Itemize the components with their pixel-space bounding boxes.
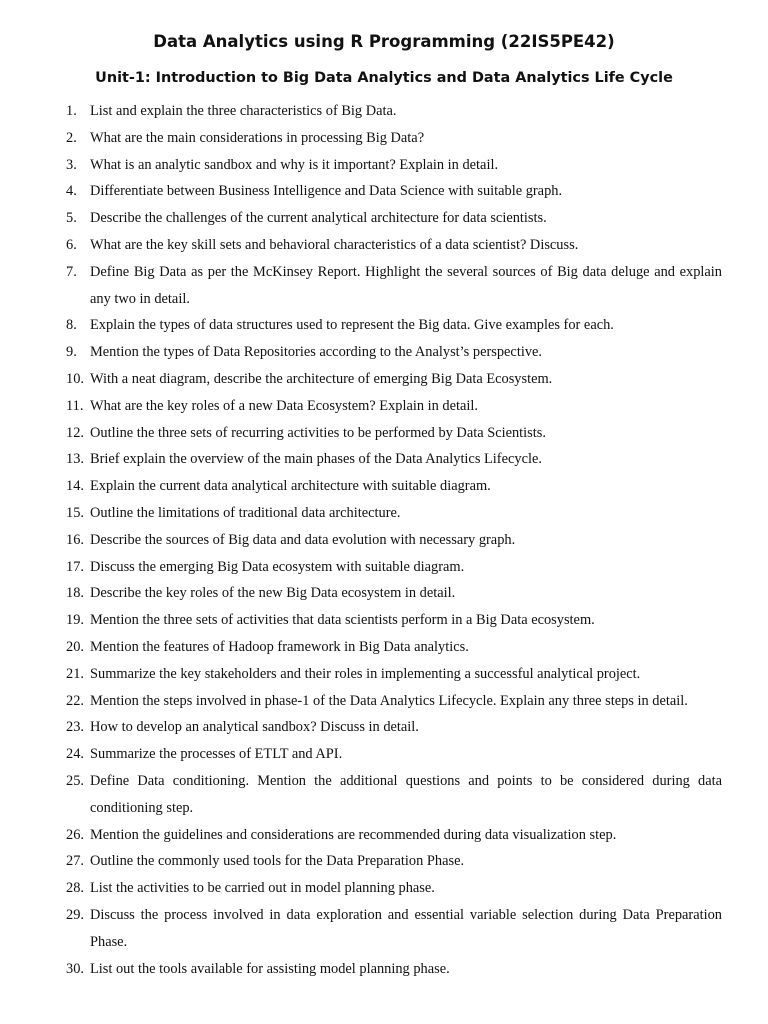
question-text: Differentiate between Business Intelligence and Data Science with suitable graph. [90,183,563,200]
question-number: 30. [66,960,84,977]
question-text: What are the key roles of a new Data Ecosystem? Explain in detail. [90,397,478,414]
unit-title: Unit-1: Introduction to Big Data Analytics and Data Analytics Life Cycle [95,70,673,86]
question-text: Outline the limitations of traditional data architecture. [90,504,401,521]
question-text: Outline the three sets of recurring activities to be performed by Data Scientists. [90,424,546,441]
question-number: 16. [66,531,84,548]
question-item [66,741,722,768]
question-text: Describe the key roles of the new Big Data ecosystem in detail. [90,585,456,602]
question-item [66,848,722,875]
question-item [66,366,722,393]
question-text: What are the main considerations in processing Big Data? [90,129,425,146]
question-number: 1. [66,103,77,119]
question-number: 4. [66,183,77,200]
question-number: 3. [66,156,77,173]
question-item [66,125,722,152]
question-item [66,259,722,313]
document-title: Data Analytics using R Programming (22IS5PE42) [153,32,615,51]
question-number: 22. [66,692,84,709]
question-item [66,607,722,634]
question-text: Summarize the processes of ETLT and API. [90,746,343,763]
question-item [66,420,722,447]
question-number: 21. [66,665,84,682]
question-item [66,661,722,688]
question-number: 13. [66,451,84,468]
question-item [66,500,722,527]
question-item [66,768,722,822]
question-text: Mention the three sets of activities that data scientists perform in a Big Data ecosystem. [90,612,595,629]
question-item [66,688,722,715]
question-item [66,393,722,420]
question-number: 5. [66,210,77,227]
question-number: 9. [66,344,77,361]
question-number: 26. [66,826,84,843]
question-item [66,714,722,741]
question-item [66,875,722,902]
question-number: 14. [66,478,84,495]
question-item [66,339,722,366]
question-number: 20. [66,638,84,655]
question-number: 19. [66,612,84,629]
question-text: Describe the challenges of the current analytical architecture for data scientists. [90,210,547,227]
question-text: Mention the features of Hadoop framework in Big Data analytics. [90,638,469,655]
question-text: Define Big Data as per the McKinsey Report. Highlight the several sources of Big data deluge and explain any two in detail. [90,263,722,307]
question-item [66,554,722,581]
question-text: Brief explain the overview of the main phases of the Data Analytics Lifecycle. [90,451,542,468]
question-item [66,956,722,983]
question-text: What is an analytic sandbox and why is it important? Explain in detail. [90,156,499,173]
question-number: 23. [66,719,84,736]
question-text: What are the key skill sets and behavioral characteristics of a data scientist? Discuss. [90,236,579,253]
question-number: 2. [66,129,77,146]
question-number: 27. [66,853,84,870]
question-number: 24. [66,746,84,763]
question-text: List and explain the three characteristics of Big Data. [90,103,397,119]
question-number: 6. [66,236,77,253]
question-number: 25. [66,772,84,789]
question-text: Discuss the process involved in data exploration and essential variable selection during Data Preparation Phase. [90,906,722,950]
question-item [66,822,722,849]
question-text: Mention the types of Data Repositories according to the Analyst’s perspective. [90,344,542,361]
question-text: List the activities to be carried out in model planning phase. [90,880,435,897]
question-text: List out the tools available for assisting model planning phase. [90,960,450,977]
question-text: Explain the types of data structures used to represent the Big data. Give examples for each. [90,317,614,334]
question-text: How to develop an analytical sandbox? Discuss in detail. [90,719,419,736]
question-number: 8. [66,317,77,334]
question-text: Discuss the emerging Big Data ecosystem with suitable diagram. [90,558,465,575]
question-item [66,232,722,259]
question-item [66,580,722,607]
question-list [66,98,722,982]
question-item [66,902,722,956]
question-item [66,178,722,205]
question-number: 29. [66,906,84,923]
question-text: Explain the current data analytical architecture with suitable diagram. [90,478,491,495]
question-number: 28. [66,880,84,897]
question-number: 12. [66,424,84,441]
question-item [66,152,722,179]
question-item [66,473,722,500]
question-number: 11. [66,397,84,414]
question-text: Outline the commonly used tools for the Data Preparation Phase. [90,853,465,870]
question-item [66,527,722,554]
question-number: 10. [66,370,84,387]
question-text: Define Data conditioning. Mention the additional questions and points to be considered during data conditioning step. [90,772,722,816]
question-number: 7. [66,263,77,280]
question-item [66,312,722,339]
question-text: With a neat diagram, describe the architecture of emerging Big Data Ecosystem. [90,370,553,387]
question-number: 17. [66,558,84,575]
question-item [66,98,722,125]
question-number: 18. [66,585,84,602]
question-text: Describe the sources of Big data and data evolution with necessary graph. [90,531,516,548]
question-text: Mention the steps involved in phase-1 of the Data Analytics Lifecycle. Explain any three steps in detail. [90,692,688,709]
question-item [66,446,722,473]
question-item [66,634,722,661]
question-text: Summarize the key stakeholders and their roles in implementing a successful analytical project. [90,665,641,682]
question-text: Mention the guidelines and considerations are recommended during data visualization step. [90,826,617,843]
question-item [66,205,722,232]
question-number: 15. [66,504,84,521]
